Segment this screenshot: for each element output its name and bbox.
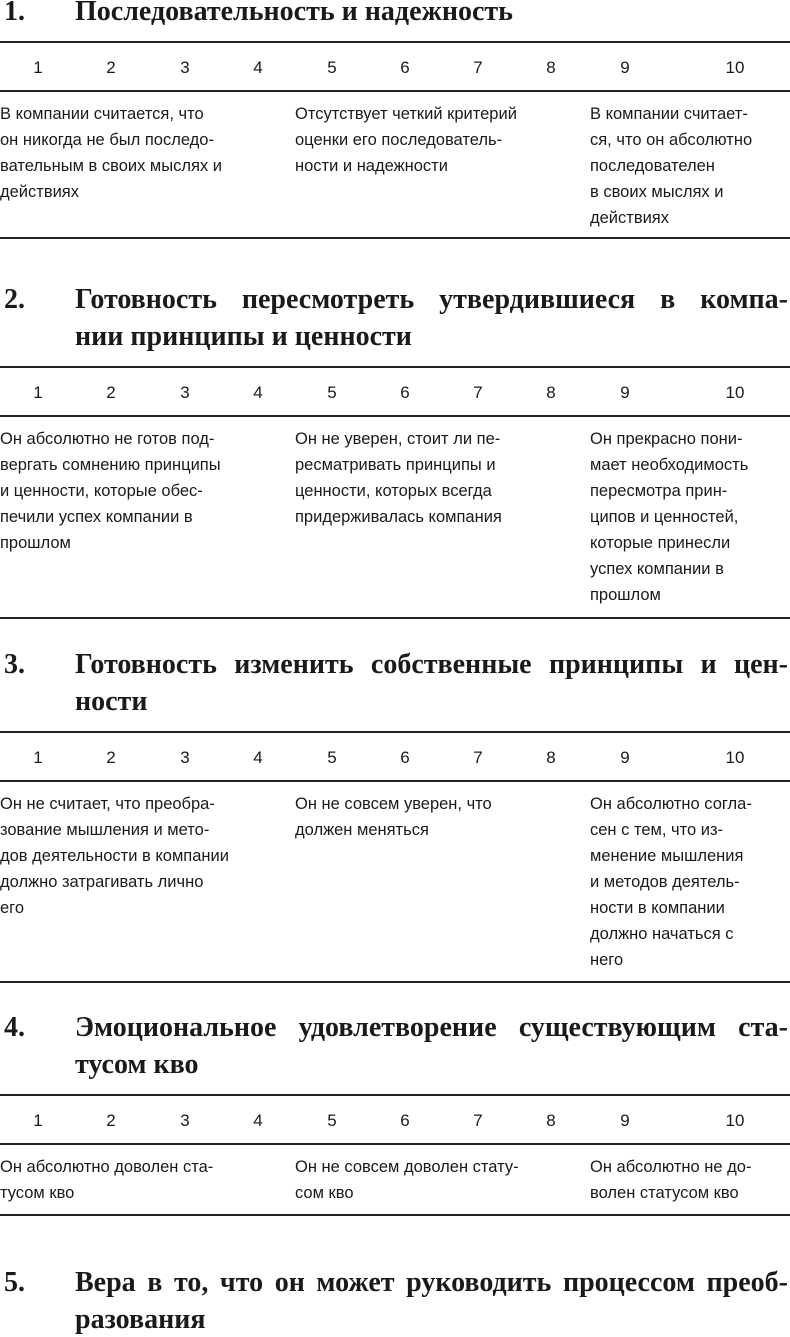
- scale-value: 7: [473, 58, 483, 77]
- table-rule-bottom: [0, 981, 790, 983]
- description-low-line: В компании считается, что: [0, 105, 204, 123]
- scale-value: 8: [546, 748, 556, 767]
- table-rule-middle: [0, 90, 790, 92]
- scale-value: 7: [473, 748, 483, 767]
- description-mid-line: ценности, которых всегда: [295, 482, 492, 500]
- table-rule-top: [0, 1094, 790, 1096]
- description-mid-line: Отсутствует четкий критерий: [295, 105, 517, 123]
- description-mid-line: ности и надежности: [295, 157, 448, 175]
- description-high-line: мает необходимость: [590, 456, 749, 474]
- scale-value: 10: [725, 383, 745, 402]
- section-number: 3.: [4, 649, 25, 680]
- section-title-line: Последовательность и надежность: [75, 0, 513, 27]
- scale-value: 4: [253, 383, 263, 402]
- description-mid-line: Он не уверен, стоит ли пе-: [295, 430, 501, 448]
- scale-value: 5: [327, 383, 337, 402]
- scale-value: 6: [400, 748, 410, 767]
- description-low-line: Он абсолютно не готов под-: [0, 430, 215, 448]
- description-low-line: дов деятельности в компании: [0, 847, 229, 865]
- description-low-line: действиях: [0, 183, 79, 201]
- section-title-line: Готовность изменить собственные принципы и цен-: [75, 649, 788, 680]
- description-high-line: него: [590, 951, 624, 969]
- description-high-line: менение мышления: [590, 847, 744, 865]
- section-title-line: разования: [75, 1304, 206, 1335]
- description-high-line: действиях: [590, 209, 669, 227]
- scale-value: 10: [725, 58, 745, 77]
- scale-value: 4: [253, 748, 263, 767]
- scale-value: 1: [33, 1111, 43, 1130]
- description-high-line: сен с тем, что из-: [590, 821, 724, 839]
- description-low-line: его: [0, 899, 25, 917]
- description-low-line: Он абсолютно доволен ста-: [0, 1158, 214, 1176]
- description-high-line: ся, что он абсолютно: [590, 131, 753, 149]
- description-low-line: должно затрагивать лично: [0, 873, 204, 891]
- description-high-line: ципов и ценностей,: [590, 508, 739, 526]
- scale-value: 3: [180, 1111, 190, 1130]
- description-mid-line: ресматривать принципы и: [295, 456, 496, 474]
- scale-value: 9: [620, 58, 630, 77]
- scale-value: 10: [725, 1111, 745, 1130]
- description-high-line: в своих мыслях и: [590, 183, 724, 201]
- scale-value: 3: [180, 383, 190, 402]
- scale-value: 8: [546, 58, 556, 77]
- description-mid-line: оценки его последователь-: [295, 131, 503, 149]
- scale-value: 6: [400, 1111, 410, 1130]
- section-title-line: Готовность пересмотреть утвердившиеся в компа-: [75, 284, 788, 315]
- scale-value: 9: [620, 748, 630, 767]
- description-low-line: печили успех компании в: [0, 508, 193, 526]
- section-title-line: ности: [75, 686, 148, 717]
- scale-value: 2: [106, 383, 116, 402]
- description-high-line: и методов деятель-: [590, 873, 740, 891]
- scale-value: 5: [327, 58, 337, 77]
- description-high-line: ности в компании: [590, 899, 725, 917]
- description-high-line: Он абсолютно согла-: [590, 795, 752, 813]
- description-high-line: прошлом: [590, 586, 661, 604]
- description-mid-line: сом кво: [295, 1184, 354, 1202]
- section-title-line: Вера в то, что он может руководить процессом преоб-: [75, 1267, 788, 1298]
- scale-value: 4: [253, 58, 263, 77]
- section-number: 1.: [4, 0, 25, 27]
- description-high-line: волен статусом кво: [590, 1184, 739, 1202]
- scale-value: 4: [253, 1111, 263, 1130]
- scale-value: 3: [180, 58, 190, 77]
- scale-value: 5: [327, 1111, 337, 1130]
- scale-value: 8: [546, 1111, 556, 1130]
- scale-value: 7: [473, 383, 483, 402]
- table-rule-middle: [0, 1143, 790, 1145]
- scale-value: 9: [620, 383, 630, 402]
- scale-value: 1: [33, 748, 43, 767]
- scale-value: 1: [33, 58, 43, 77]
- description-high-line: последователен: [590, 157, 715, 175]
- scale-value: 9: [620, 1111, 630, 1130]
- description-high-line: пересмотра прин-: [590, 482, 728, 500]
- description-low-line: и ценности, которые обес-: [0, 482, 203, 500]
- section-title-line: нии принципы и ценности: [75, 321, 412, 352]
- section-title-line: тусом кво: [75, 1049, 199, 1080]
- table-rule-middle: [0, 780, 790, 782]
- section-number: 2.: [4, 284, 25, 315]
- description-low-line: он никогда не был последо-: [0, 131, 214, 149]
- description-low-line: Он не считает, что преобра-: [0, 795, 215, 813]
- description-high-line: В компании считает-: [590, 105, 748, 123]
- scale-value: 2: [106, 748, 116, 767]
- table-rule-bottom: [0, 617, 790, 619]
- description-mid-line: придерживалась компания: [295, 508, 502, 526]
- description-mid-line: Он не совсем уверен, что: [295, 795, 492, 813]
- description-high-line: Он прекрасно пони-: [590, 430, 743, 448]
- description-low-line: зование мышления и мето-: [0, 821, 210, 839]
- table-rule-top: [0, 731, 790, 733]
- description-high-line: которые принесли: [590, 534, 731, 552]
- scale-value: 10: [725, 748, 745, 767]
- table-rule-top: [0, 366, 790, 368]
- description-high-line: должно начаться с: [590, 925, 734, 943]
- scale-value: 5: [327, 748, 337, 767]
- description-low-line: тусом кво: [0, 1184, 75, 1202]
- description-high-line: Он абсолютно не до-: [590, 1158, 752, 1176]
- description-low-line: вергать сомнению принципы: [0, 456, 221, 474]
- scale-value: 3: [180, 748, 190, 767]
- scale-value: 6: [400, 58, 410, 77]
- description-low-line: вательным в своих мыслях и: [0, 157, 222, 175]
- description-high-line: успех компании в: [590, 560, 724, 578]
- section-number: 5.: [4, 1267, 25, 1298]
- table-rule-bottom: [0, 1214, 790, 1216]
- scale-value: 2: [106, 1111, 116, 1130]
- section-number: 4.: [4, 1012, 25, 1043]
- description-low-line: прошлом: [0, 534, 71, 552]
- scale-value: 7: [473, 1111, 483, 1130]
- table-rule-bottom: [0, 237, 790, 239]
- scale-value: 1: [33, 383, 43, 402]
- description-mid-line: должен меняться: [295, 821, 429, 839]
- table-rule-top: [0, 41, 790, 43]
- scale-value: 8: [546, 383, 556, 402]
- section-title-line: Эмоциональное удовлетворение существующим ста-: [75, 1012, 788, 1043]
- table-rule-middle: [0, 415, 790, 417]
- description-mid-line: Он не совсем доволен стату-: [295, 1158, 519, 1176]
- scale-value: 6: [400, 383, 410, 402]
- scale-value: 2: [106, 58, 116, 77]
